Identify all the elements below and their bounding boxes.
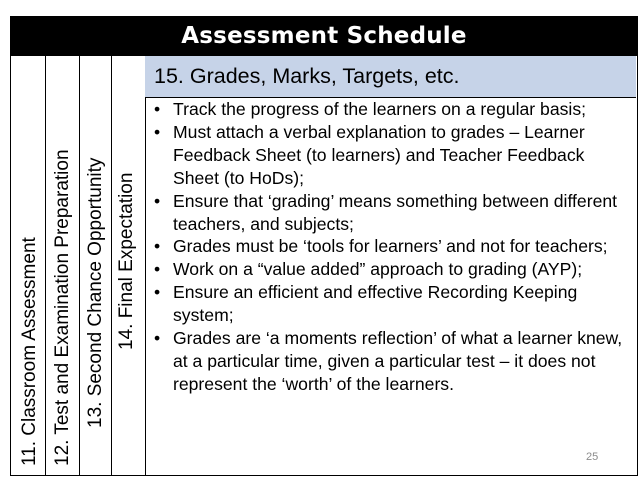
column-label: 14. Final Expectation <box>116 172 137 350</box>
list-item: • Work on a “value added” approach to grading (AYP); <box>145 258 636 281</box>
section-title: 15. Grades, Marks, Targets, etc. <box>154 64 460 88</box>
list-item: • Must attach a verbal explanation to grades – Learner Feedback Sheet (to learners) and Teacher Feedback Sheet (to HoDs); <box>145 121 636 190</box>
list-item: • Grades must be ‘tools for learners’ and not for teachers; <box>145 235 636 258</box>
column-label: 11. Classroom Assessment <box>19 237 40 466</box>
list-item: • Grades are ‘a moments reflection’ of what a learner knew, at a particular time, given a particular test – it does not represent the ‘worth’ of the learners. <box>145 327 636 396</box>
list-item: • Ensure that ‘grading’ means something between different teachers, and subjects; <box>145 190 636 236</box>
title-bar <box>10 16 638 56</box>
column-label: 12. Test and Examination Preparation <box>52 149 73 466</box>
slide-number: 25 <box>586 451 599 463</box>
list-item: • Ensure an efficient and effective Recording Keeping system; <box>145 281 636 327</box>
list-item: • Track the progress of the learners on a regular basis; <box>145 98 636 121</box>
section-header <box>145 56 636 98</box>
bullet-list <box>145 98 636 475</box>
page-title: Assessment Schedule <box>181 23 467 49</box>
column-label: 13. Second Chance Opportunity <box>85 157 106 428</box>
